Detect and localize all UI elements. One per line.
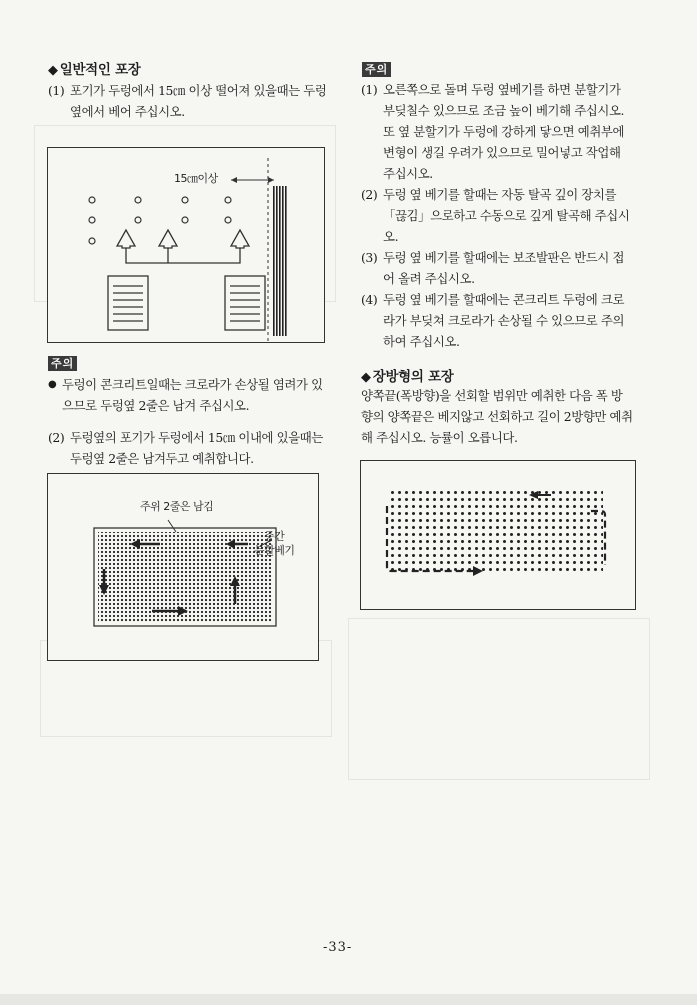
paragraph-text: 포기가 두렁에서 15㎝ 이상 떨어져 있을때는 두렁 옆에서 베어 주십시오. bbox=[70, 83, 327, 119]
list-item: (1) 오른쪽으로 돌며 두렁 옆베기를 하면 분할기가 부딪칠수 있으므로 조금 높이 베기해 주십시오. 또 옆 분할기가 두렁에 강하게 닿으면 예취부에 변형이 생길 우려가 있으므로 밀어넣고 작업해 주십시오. bbox=[361, 82, 625, 181]
section-title-rectangular: ◆ 장방형의 포장 bbox=[361, 369, 454, 385]
dimension-label: 15㎝이상 bbox=[174, 172, 218, 185]
paragraph-text: 두렁옆의 포기가 두렁에서 15㎝ 이내에 있을때는 두렁옆 2줄은 남겨두고 예취합니다. bbox=[70, 430, 323, 466]
arrow-icon bbox=[117, 230, 249, 263]
item-number: (1) bbox=[48, 83, 65, 98]
section-title-general: ◆ 일반적인 포장 bbox=[48, 62, 141, 78]
bullet-icon: ● bbox=[48, 379, 57, 390]
note-text: 두렁이 콘크리트일때는 크로라가 손상될 염려가 있으므로 두렁옆 2줄은 남겨 주십시오. bbox=[62, 377, 323, 413]
rice-plant-icon bbox=[89, 197, 231, 244]
note-badge-right: 주의 bbox=[362, 62, 391, 77]
list-item: (2) 두렁 옆 베기를 할때는 자동 탈곡 깊이 장치를「끊김」으로하고 수동으로 깊게 탈곡해 주십시오. bbox=[361, 187, 630, 244]
note-paragraph bbox=[48, 374, 330, 416]
note-list-right bbox=[361, 79, 633, 352]
scan-edge bbox=[0, 994, 697, 1005]
list-item: (3) 두렁 옆 베기를 할때에는 보조발판은 반드시 접어 올려 주십시오. bbox=[361, 250, 625, 286]
item-number: (2) bbox=[48, 430, 65, 445]
page-number: -33- bbox=[323, 940, 353, 955]
paragraph-rectangular: 양쪽끝(폭방향)을 선회할 범위만 예취한 다음 폭 방향의 양쪽끝은 베지않고 선회하고 길이 2방향만 예취해 주십시오. 능률이 오릅니다. bbox=[361, 388, 633, 445]
paragraph-1 bbox=[48, 80, 330, 122]
paragraph-2 bbox=[48, 427, 330, 469]
figure-two-rows-left bbox=[47, 473, 319, 661]
figure-label-side: 중간 분할베기 bbox=[254, 530, 295, 557]
list-item: (4) 두렁 옆 베기를 할때에는 콘크리트 두렁에 크로라가 부딪쳐 크로라가 손상될 수 있으므로 주의하여 주십시오. bbox=[361, 292, 625, 349]
diamond-bullet-icon: ◆ bbox=[48, 63, 58, 78]
figure-rectangular-field bbox=[360, 460, 636, 610]
figure-label-top: 주위 2줄은 남김 bbox=[140, 500, 214, 513]
bleed-through-box bbox=[348, 618, 650, 780]
machine-icon bbox=[108, 276, 265, 330]
figure-field-edge bbox=[47, 147, 325, 343]
note-badge: 주의 bbox=[48, 356, 77, 371]
diamond-bullet-icon: ◆ bbox=[361, 370, 371, 385]
